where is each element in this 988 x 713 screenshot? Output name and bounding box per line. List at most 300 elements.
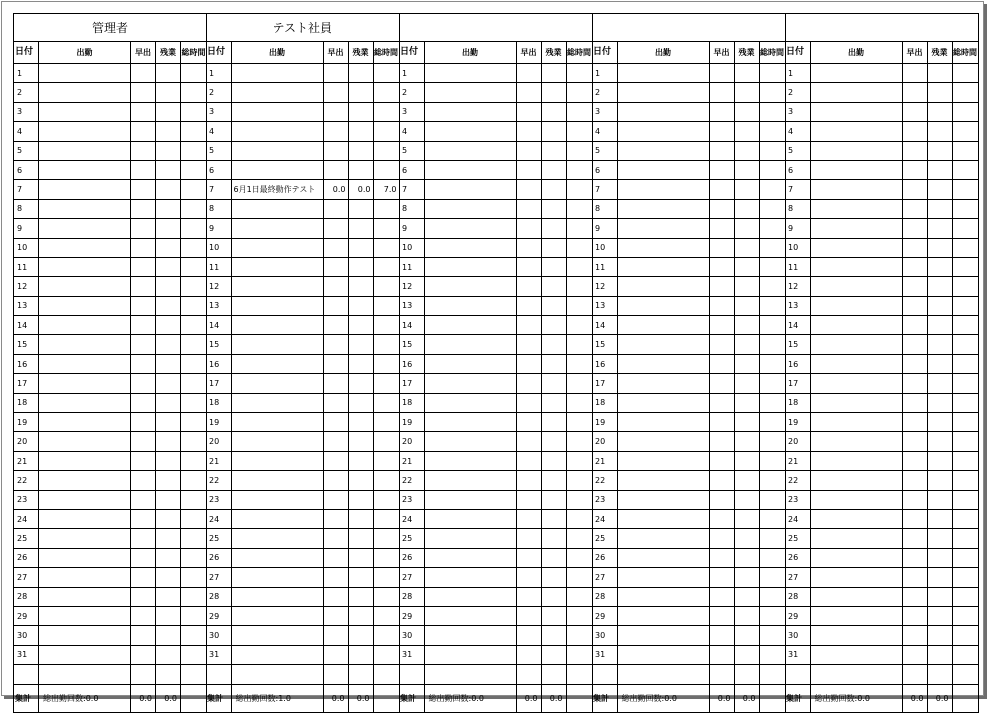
early-cell[interactable]: [709, 160, 734, 179]
work-cell[interactable]: [231, 509, 323, 528]
total-hours-cell[interactable]: [373, 316, 399, 335]
work-cell[interactable]: [39, 490, 131, 509]
early-cell[interactable]: [131, 374, 156, 393]
early-cell[interactable]: [709, 490, 734, 509]
work-cell[interactable]: [424, 548, 516, 567]
total-hours-cell[interactable]: [952, 316, 978, 335]
overtime-cell[interactable]: [734, 277, 759, 296]
work-cell[interactable]: [424, 509, 516, 528]
work-cell[interactable]: [424, 316, 516, 335]
overtime-cell[interactable]: [348, 471, 373, 490]
work-cell[interactable]: [39, 568, 131, 587]
early-cell[interactable]: [131, 296, 156, 315]
work-cell[interactable]: [39, 413, 131, 432]
work-cell[interactable]: [39, 296, 131, 315]
total-hours-cell[interactable]: [759, 413, 785, 432]
early-cell[interactable]: [902, 626, 927, 645]
work-cell[interactable]: [810, 83, 902, 102]
total-hours-cell[interactable]: [952, 393, 978, 412]
overtime-cell[interactable]: [734, 490, 759, 509]
total-hours-cell[interactable]: [566, 102, 592, 121]
early-cell[interactable]: [709, 122, 734, 141]
work-cell[interactable]: [231, 490, 323, 509]
work-cell[interactable]: [810, 354, 902, 373]
total-hours-cell[interactable]: [759, 548, 785, 567]
overtime-cell[interactable]: [734, 180, 759, 199]
work-cell[interactable]: [231, 451, 323, 470]
overtime-cell[interactable]: [348, 393, 373, 412]
early-cell[interactable]: [902, 413, 927, 432]
work-cell[interactable]: [424, 102, 516, 121]
work-cell[interactable]: [424, 529, 516, 548]
overtime-cell[interactable]: [541, 277, 566, 296]
early-cell[interactable]: [323, 374, 348, 393]
work-cell[interactable]: [39, 451, 131, 470]
early-cell[interactable]: [709, 645, 734, 664]
total-hours-cell[interactable]: [373, 296, 399, 315]
total-hours-cell[interactable]: [759, 180, 785, 199]
total-hours-cell[interactable]: [759, 160, 785, 179]
total-hours-cell[interactable]: [181, 354, 207, 373]
overtime-cell[interactable]: [541, 606, 566, 625]
early-cell[interactable]: [323, 199, 348, 218]
overtime-cell[interactable]: [348, 141, 373, 160]
total-hours-cell[interactable]: [759, 141, 785, 160]
overtime-cell[interactable]: [156, 316, 181, 335]
early-cell[interactable]: [709, 199, 734, 218]
early-cell[interactable]: [709, 64, 734, 83]
overtime-cell[interactable]: [348, 548, 373, 567]
overtime-cell[interactable]: [927, 645, 952, 664]
overtime-cell[interactable]: [541, 219, 566, 238]
overtime-cell[interactable]: [156, 548, 181, 567]
overtime-cell[interactable]: [927, 83, 952, 102]
total-hours-cell[interactable]: [952, 606, 978, 625]
overtime-cell[interactable]: [348, 606, 373, 625]
overtime-cell[interactable]: [927, 296, 952, 315]
overtime-cell[interactable]: [156, 257, 181, 276]
work-cell[interactable]: [810, 393, 902, 412]
early-cell[interactable]: [323, 238, 348, 257]
total-hours-cell[interactable]: [181, 471, 207, 490]
work-cell[interactable]: [810, 626, 902, 645]
early-cell[interactable]: [131, 606, 156, 625]
total-hours-cell[interactable]: [373, 529, 399, 548]
early-cell[interactable]: [323, 316, 348, 335]
overtime-cell[interactable]: [734, 529, 759, 548]
total-hours-cell[interactable]: [952, 626, 978, 645]
total-hours-cell[interactable]: [952, 490, 978, 509]
total-hours-cell[interactable]: [952, 64, 978, 83]
overtime-cell[interactable]: [541, 529, 566, 548]
overtime-cell[interactable]: [927, 490, 952, 509]
total-hours-cell[interactable]: [181, 180, 207, 199]
overtime-cell[interactable]: [734, 548, 759, 567]
overtime-cell[interactable]: [734, 64, 759, 83]
work-cell[interactable]: [617, 606, 709, 625]
total-hours-cell[interactable]: [181, 102, 207, 121]
work-cell[interactable]: [424, 141, 516, 160]
work-cell[interactable]: [810, 413, 902, 432]
work-cell[interactable]: [617, 568, 709, 587]
total-hours-cell[interactable]: [566, 374, 592, 393]
overtime-cell[interactable]: [348, 374, 373, 393]
total-hours-cell[interactable]: [566, 471, 592, 490]
total-hours-cell[interactable]: [181, 238, 207, 257]
overtime-cell[interactable]: [156, 219, 181, 238]
work-cell[interactable]: [231, 626, 323, 645]
early-cell[interactable]: [516, 277, 541, 296]
work-cell[interactable]: [617, 335, 709, 354]
work-cell[interactable]: [810, 451, 902, 470]
early-cell[interactable]: [131, 490, 156, 509]
early-cell[interactable]: [323, 451, 348, 470]
early-cell[interactable]: [516, 645, 541, 664]
total-hours-cell[interactable]: [566, 277, 592, 296]
total-hours-cell[interactable]: [181, 141, 207, 160]
work-cell[interactable]: [231, 64, 323, 83]
early-cell[interactable]: [131, 277, 156, 296]
work-cell[interactable]: [810, 432, 902, 451]
early-cell[interactable]: [516, 393, 541, 412]
total-hours-cell[interactable]: [759, 587, 785, 606]
total-hours-cell[interactable]: [952, 180, 978, 199]
early-cell[interactable]: [516, 413, 541, 432]
total-hours-cell[interactable]: [566, 587, 592, 606]
overtime-cell[interactable]: [541, 374, 566, 393]
early-cell[interactable]: [709, 606, 734, 625]
work-cell[interactable]: [39, 354, 131, 373]
work-cell[interactable]: [617, 413, 709, 432]
overtime-cell[interactable]: [156, 122, 181, 141]
overtime-cell[interactable]: [541, 548, 566, 567]
early-cell[interactable]: [902, 354, 927, 373]
total-hours-cell[interactable]: [373, 277, 399, 296]
total-hours-cell[interactable]: [566, 451, 592, 470]
early-cell[interactable]: [709, 432, 734, 451]
total-hours-cell[interactable]: [181, 374, 207, 393]
early-cell[interactable]: [709, 238, 734, 257]
work-cell[interactable]: [617, 490, 709, 509]
overtime-cell[interactable]: [541, 432, 566, 451]
early-cell[interactable]: [709, 102, 734, 121]
overtime-cell[interactable]: [156, 490, 181, 509]
work-cell[interactable]: [617, 238, 709, 257]
early-cell[interactable]: [323, 160, 348, 179]
work-cell[interactable]: [39, 548, 131, 567]
overtime-cell[interactable]: [541, 568, 566, 587]
total-hours-cell[interactable]: [952, 219, 978, 238]
overtime-cell[interactable]: [927, 354, 952, 373]
work-cell[interactable]: [231, 122, 323, 141]
work-cell[interactable]: [617, 83, 709, 102]
early-cell[interactable]: [516, 568, 541, 587]
work-cell[interactable]: [810, 102, 902, 121]
overtime-cell[interactable]: [156, 587, 181, 606]
overtime-cell[interactable]: [348, 277, 373, 296]
early-cell[interactable]: [131, 257, 156, 276]
overtime-cell[interactable]: [348, 316, 373, 335]
early-cell[interactable]: [131, 180, 156, 199]
work-cell[interactable]: [810, 606, 902, 625]
early-cell[interactable]: [902, 316, 927, 335]
total-hours-cell[interactable]: [181, 587, 207, 606]
work-cell[interactable]: [231, 141, 323, 160]
early-cell[interactable]: [516, 587, 541, 606]
early-cell[interactable]: [323, 354, 348, 373]
work-cell[interactable]: [231, 548, 323, 567]
total-hours-cell[interactable]: [181, 490, 207, 509]
early-cell[interactable]: [902, 451, 927, 470]
work-cell[interactable]: [231, 238, 323, 257]
total-hours-cell[interactable]: [759, 277, 785, 296]
total-hours-cell[interactable]: [181, 529, 207, 548]
overtime-cell[interactable]: [734, 471, 759, 490]
work-cell[interactable]: [617, 160, 709, 179]
early-cell[interactable]: [323, 393, 348, 412]
total-hours-cell[interactable]: [952, 277, 978, 296]
total-hours-cell[interactable]: [566, 160, 592, 179]
early-cell[interactable]: [323, 102, 348, 121]
work-cell[interactable]: [617, 393, 709, 412]
total-hours-cell[interactable]: [566, 238, 592, 257]
overtime-cell[interactable]: [734, 160, 759, 179]
overtime-cell[interactable]: [156, 238, 181, 257]
total-hours-cell[interactable]: [181, 316, 207, 335]
total-hours-cell[interactable]: [952, 257, 978, 276]
overtime-cell[interactable]: [348, 160, 373, 179]
early-cell[interactable]: [516, 160, 541, 179]
total-hours-cell[interactable]: [566, 490, 592, 509]
early-cell[interactable]: [323, 277, 348, 296]
early-cell[interactable]: [323, 568, 348, 587]
overtime-cell[interactable]: [734, 374, 759, 393]
total-hours-cell[interactable]: [759, 316, 785, 335]
overtime-cell[interactable]: [734, 141, 759, 160]
total-hours-cell[interactable]: [759, 238, 785, 257]
overtime-cell[interactable]: [348, 587, 373, 606]
total-hours-cell[interactable]: [373, 413, 399, 432]
early-cell[interactable]: [902, 645, 927, 664]
total-hours-cell[interactable]: [566, 219, 592, 238]
overtime-cell[interactable]: [156, 374, 181, 393]
total-hours-cell[interactable]: [759, 374, 785, 393]
overtime-cell[interactable]: [541, 83, 566, 102]
early-cell[interactable]: [131, 451, 156, 470]
work-cell[interactable]: [617, 64, 709, 83]
early-cell[interactable]: [902, 587, 927, 606]
total-hours-cell[interactable]: [566, 64, 592, 83]
total-hours-cell[interactable]: [759, 335, 785, 354]
work-cell[interactable]: [810, 257, 902, 276]
overtime-cell[interactable]: [927, 199, 952, 218]
early-cell[interactable]: [516, 296, 541, 315]
early-cell[interactable]: [709, 451, 734, 470]
work-cell[interactable]: [424, 160, 516, 179]
overtime-cell[interactable]: [734, 587, 759, 606]
work-cell[interactable]: [810, 509, 902, 528]
work-cell[interactable]: [231, 606, 323, 625]
early-cell[interactable]: [709, 316, 734, 335]
work-cell[interactable]: [424, 626, 516, 645]
work-cell[interactable]: [39, 587, 131, 606]
work-cell[interactable]: [617, 122, 709, 141]
work-cell[interactable]: [424, 296, 516, 315]
overtime-cell[interactable]: [927, 393, 952, 412]
work-cell[interactable]: [424, 490, 516, 509]
work-cell[interactable]: [617, 374, 709, 393]
work-cell[interactable]: [424, 568, 516, 587]
work-cell[interactable]: [231, 354, 323, 373]
early-cell[interactable]: [131, 160, 156, 179]
early-cell[interactable]: [131, 335, 156, 354]
work-cell[interactable]: [810, 180, 902, 199]
overtime-cell[interactable]: [927, 587, 952, 606]
overtime-cell[interactable]: [156, 451, 181, 470]
work-cell[interactable]: [39, 606, 131, 625]
early-cell[interactable]: [516, 219, 541, 238]
total-hours-cell[interactable]: [566, 180, 592, 199]
total-hours-cell[interactable]: [566, 335, 592, 354]
total-hours-cell[interactable]: [373, 568, 399, 587]
work-cell[interactable]: [231, 335, 323, 354]
early-cell[interactable]: [902, 83, 927, 102]
work-cell[interactable]: [231, 160, 323, 179]
early-cell[interactable]: [709, 393, 734, 412]
total-hours-cell[interactable]: [952, 296, 978, 315]
early-cell[interactable]: [516, 316, 541, 335]
overtime-cell[interactable]: [927, 529, 952, 548]
total-hours-cell[interactable]: [373, 587, 399, 606]
overtime-cell[interactable]: [927, 471, 952, 490]
overtime-cell[interactable]: [927, 238, 952, 257]
overtime-cell[interactable]: [927, 509, 952, 528]
early-cell[interactable]: [131, 122, 156, 141]
total-hours-cell[interactable]: [566, 257, 592, 276]
total-hours-cell[interactable]: [566, 509, 592, 528]
overtime-cell[interactable]: [348, 568, 373, 587]
work-cell[interactable]: [617, 296, 709, 315]
overtime-cell[interactable]: [734, 354, 759, 373]
total-hours-cell[interactable]: [373, 122, 399, 141]
work-cell[interactable]: [424, 219, 516, 238]
overtime-cell[interactable]: [348, 199, 373, 218]
early-cell[interactable]: [902, 160, 927, 179]
overtime-cell[interactable]: [541, 413, 566, 432]
work-cell[interactable]: [424, 587, 516, 606]
overtime-cell[interactable]: [156, 645, 181, 664]
total-hours-cell[interactable]: [566, 413, 592, 432]
early-cell[interactable]: [516, 606, 541, 625]
total-hours-cell[interactable]: [566, 354, 592, 373]
early-cell[interactable]: [131, 529, 156, 548]
overtime-cell[interactable]: [927, 277, 952, 296]
total-hours-cell[interactable]: [373, 626, 399, 645]
early-cell[interactable]: [709, 509, 734, 528]
work-cell[interactable]: [231, 568, 323, 587]
work-cell[interactable]: [617, 199, 709, 218]
work-cell[interactable]: [810, 471, 902, 490]
total-hours-cell[interactable]: [373, 374, 399, 393]
total-hours-cell[interactable]: [952, 471, 978, 490]
overtime-cell[interactable]: [541, 393, 566, 412]
overtime-cell[interactable]: [348, 432, 373, 451]
work-cell[interactable]: [231, 316, 323, 335]
total-hours-cell[interactable]: [373, 548, 399, 567]
early-cell[interactable]: [323, 432, 348, 451]
work-cell[interactable]: [39, 102, 131, 121]
early-cell[interactable]: [516, 180, 541, 199]
total-hours-cell[interactable]: [181, 568, 207, 587]
overtime-cell[interactable]: [541, 141, 566, 160]
early-cell[interactable]: [131, 626, 156, 645]
work-cell[interactable]: [617, 432, 709, 451]
total-hours-cell[interactable]: [952, 645, 978, 664]
work-cell[interactable]: [810, 316, 902, 335]
total-hours-cell[interactable]: [373, 509, 399, 528]
work-cell[interactable]: [424, 413, 516, 432]
total-hours-cell[interactable]: [181, 83, 207, 102]
total-hours-cell[interactable]: [759, 645, 785, 664]
overtime-cell[interactable]: [348, 451, 373, 470]
overtime-cell[interactable]: [348, 296, 373, 315]
work-cell[interactable]: [39, 626, 131, 645]
overtime-cell[interactable]: [156, 393, 181, 412]
early-cell[interactable]: [131, 432, 156, 451]
early-cell[interactable]: [323, 529, 348, 548]
total-hours-cell[interactable]: [759, 354, 785, 373]
early-cell[interactable]: [323, 548, 348, 567]
total-hours-cell[interactable]: [952, 160, 978, 179]
overtime-cell[interactable]: [734, 509, 759, 528]
early-cell[interactable]: [709, 257, 734, 276]
total-hours-cell[interactable]: [759, 606, 785, 625]
total-hours-cell[interactable]: [952, 587, 978, 606]
total-hours-cell[interactable]: [952, 413, 978, 432]
overtime-cell[interactable]: [156, 626, 181, 645]
total-hours-cell[interactable]: [181, 335, 207, 354]
work-cell[interactable]: [424, 64, 516, 83]
early-cell[interactable]: [131, 393, 156, 412]
overtime-cell[interactable]: [156, 160, 181, 179]
work-cell[interactable]: [39, 529, 131, 548]
overtime-cell[interactable]: [734, 296, 759, 315]
work-cell[interactable]: [617, 471, 709, 490]
work-cell[interactable]: [39, 64, 131, 83]
early-cell[interactable]: [323, 413, 348, 432]
overtime-cell[interactable]: [927, 374, 952, 393]
work-cell[interactable]: [424, 180, 516, 199]
overtime-cell[interactable]: [348, 490, 373, 509]
overtime-cell[interactable]: [734, 257, 759, 276]
early-cell[interactable]: [516, 432, 541, 451]
total-hours-cell[interactable]: [759, 626, 785, 645]
overtime-cell[interactable]: [348, 238, 373, 257]
overtime-cell[interactable]: [348, 645, 373, 664]
total-hours-cell[interactable]: [759, 64, 785, 83]
early-cell[interactable]: [902, 296, 927, 315]
work-cell[interactable]: [231, 102, 323, 121]
early-cell[interactable]: [709, 413, 734, 432]
total-hours-cell[interactable]: [181, 199, 207, 218]
total-hours-cell[interactable]: [181, 606, 207, 625]
total-hours-cell[interactable]: [181, 645, 207, 664]
early-cell[interactable]: [323, 141, 348, 160]
overtime-cell[interactable]: [927, 180, 952, 199]
work-cell[interactable]: [617, 626, 709, 645]
overtime-cell[interactable]: [734, 626, 759, 645]
total-hours-cell[interactable]: [952, 568, 978, 587]
